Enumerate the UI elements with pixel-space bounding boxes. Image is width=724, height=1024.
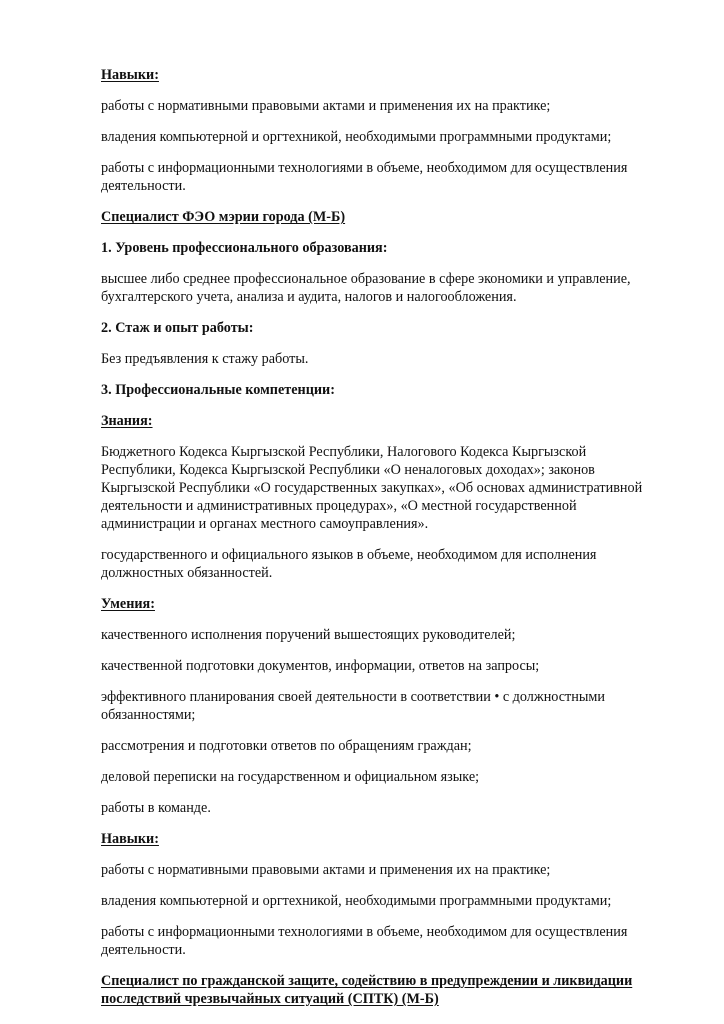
position-title: Специалист по гражданской защите, содействию в предупреждении и ликвидации последствий чрезвычайных ситуаций (СПТК) (М-Б) (101, 973, 633, 1007)
abilities-heading: Умения: (101, 596, 155, 612)
skill-item: работы с информационными технологиями в объеме, необходимом для осуществления деятельности. (101, 924, 628, 958)
education-text: высшее либо среднее профессиональное образование в сфере экономики и управление, бухгалтерского учета, анализа и аудита, налогов и налогообложения. (101, 271, 631, 305)
ability-item: рассмотрения и подготовки ответов по обращениям граждан; (101, 738, 472, 754)
ability-item: работы в команде. (101, 800, 211, 816)
knowledge-item: Бюджетного Кодекса Кыргызской Республики, Налогового Кодекса Кыргызской Республики, Кодекса Кыргызской Республики «О неналоговых доходах»; законов Кыргызской Республики «О государственных закупках», «Об основах административной деятельности и административных процедурах», «О местной государственной администрации и органах местного самоуправления». (101, 444, 643, 532)
experience-text: Без предъявления к стажу работы. (101, 351, 309, 367)
skill-item: владения компьютерной и оргтехникой, необходимыми программными продуктами; (101, 129, 612, 145)
skills-heading: Навыки: (101, 67, 159, 83)
ability-item: качественного исполнения поручений вышестоящих руководителей; (101, 627, 516, 643)
experience-heading: 2. Стаж и опыт работы: (101, 320, 254, 336)
skill-item: работы с нормативными правовыми актами и применения их на практике; (101, 98, 551, 114)
ability-item: качественной подготовки документов, информации, ответов на запросы; (101, 658, 540, 674)
document-body (101, 66, 656, 1021)
ability-item: деловой переписки на государственном и официальном языке; (101, 769, 480, 785)
skills-heading: Навыки: (101, 831, 159, 847)
knowledge-item: государственного и официального языков в объеме, необходимом для исполнения должностных обязанностей. (101, 547, 597, 581)
skill-item: работы с нормативными правовыми актами и применения их на практике; (101, 862, 551, 878)
education-heading: 1. Уровень профессионального образования: (101, 240, 388, 256)
skill-item: владения компьютерной и оргтехникой, необходимыми программными продуктами; (101, 893, 612, 909)
competencies-heading: 3. Профессиональные компетенции: (101, 382, 335, 398)
knowledge-heading: Знания: (101, 413, 153, 429)
skill-item: работы с информационными технологиями в объеме, необходимом для осуществления деятельности. (101, 160, 628, 194)
ability-item: эффективного планирования своей деятельности в соответствии • с должностными обязанностями; (101, 689, 605, 723)
position-title: Специалист ФЭО мэрии города (М-Б) (101, 209, 346, 225)
